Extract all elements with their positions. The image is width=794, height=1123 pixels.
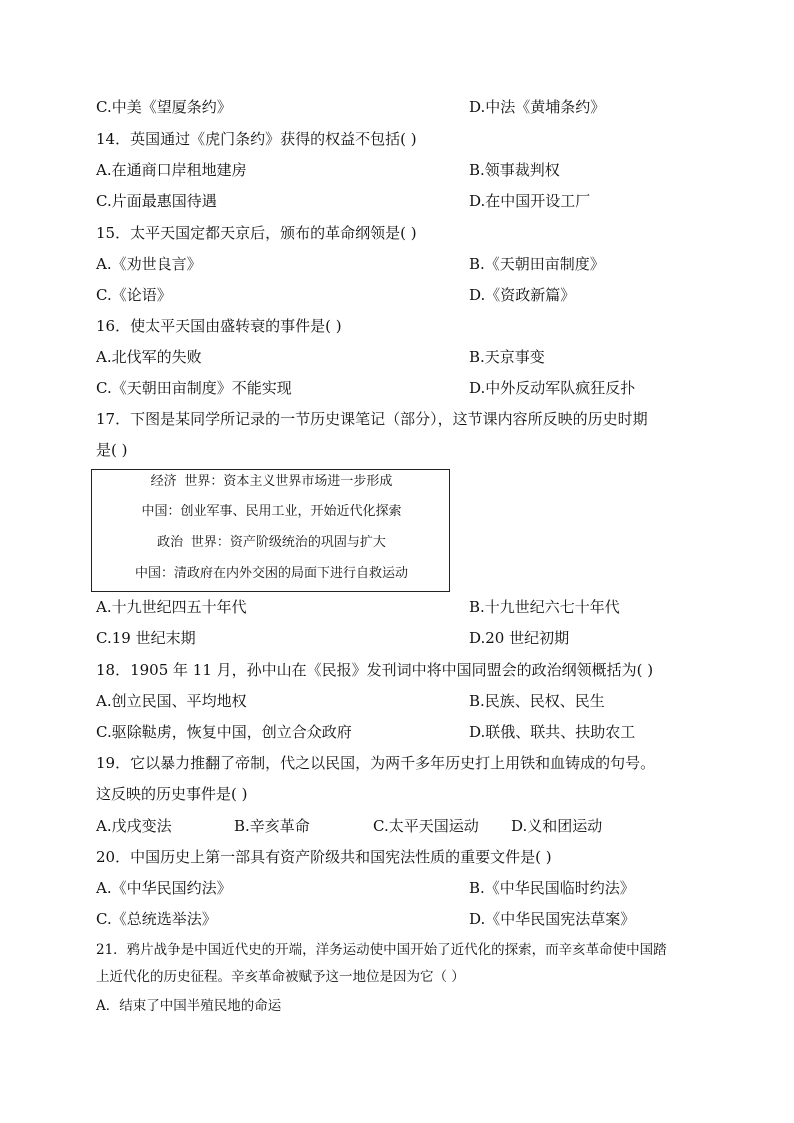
question-17: 17．下图是某同学所记录的一节历史课笔记（部分），这节课内容所反映的历史时期 — [96, 410, 648, 428]
option: C.中美《望厦条约》 — [96, 98, 232, 116]
option: D.在中国开设工厂 — [469, 192, 591, 210]
option-row — [96, 597, 620, 617]
question-19-cont: 这反映的历史事件是( ) — [96, 785, 248, 803]
option: B.辛亥革命 — [234, 817, 310, 835]
question-19: 19．它以暴力推翻了帝制，代之以民国，为两千多年历史打上用铁和血铸成的句号。 — [96, 754, 656, 772]
notes-line: 中国：清政府在内外交困的局面下进行自救运动 — [134, 566, 408, 581]
option: B.《天朝田亩制度》 — [469, 255, 605, 273]
question-18: 18．1905 年 11 月，孙中山在《民报》发刊词中将中国同盟会的政治纲领概括为( ) — [96, 661, 654, 679]
option: D.《资政新篇》 — [469, 286, 576, 304]
option: C.太平天国运动 — [373, 817, 479, 835]
notes-line: 经济 世界：资本主义世界市场进一步形成 — [150, 474, 393, 489]
option-row — [96, 347, 545, 367]
option: C.19 世纪末期 — [96, 629, 196, 647]
option: C.片面最惠国待遇 — [96, 192, 217, 210]
option-row — [96, 191, 591, 211]
option: D.义和团运动 — [511, 817, 603, 835]
option: A.《劝世良言》 — [96, 255, 202, 273]
option: A.《中华民国约法》 — [96, 879, 232, 897]
option-row — [96, 909, 636, 929]
option-row — [96, 628, 570, 648]
question-20: 20．中国历史上第一部具有资产阶级共和国宪法性质的重要文件是( ) — [96, 848, 552, 866]
notes-box — [91, 469, 450, 592]
question-21: 21．鸦片战争是中国近代史的开端，洋务运动使中国开始了近代化的探索，而辛亥革命使中国踏 — [96, 942, 667, 958]
option: C.《总统选举法》 — [96, 910, 217, 928]
option-row — [96, 285, 576, 305]
option: D.联俄、联共、扶助农工 — [469, 723, 636, 741]
question-17-cont: 是( ) — [96, 441, 128, 459]
option-row — [96, 378, 636, 398]
option: C.驱除鞑虏，恢复中国，创立合众政府 — [96, 723, 352, 741]
question-14: 14．英国通过《虎门条约》获得的权益不包括( ) — [96, 130, 417, 148]
option: B.领事裁判权 — [469, 161, 560, 179]
option: A.北伐军的失败 — [96, 348, 202, 366]
option: D.中法《黄埔条约》 — [469, 98, 606, 116]
option: C.《论语》 — [96, 286, 172, 304]
option-row — [96, 722, 636, 742]
notes-line: 中国：创业军事、民用工业，开始近代化探索 — [141, 504, 402, 519]
option-row — [96, 254, 605, 274]
option: A．结束了中国半殖民地的命运 — [96, 998, 282, 1014]
notes-line: 政治 世界：资产阶级统治的巩固与扩大 — [157, 535, 386, 550]
option: A.十九世纪四五十年代 — [96, 598, 247, 616]
question-16: 16．使太平天国由盛转衰的事件是( ) — [96, 317, 342, 335]
option: B.《中华民国临时约法》 — [469, 879, 635, 897]
option: D.《中华民国宪法草案》 — [469, 910, 636, 928]
option: D.中外反动军队疯狂反扑 — [469, 379, 636, 397]
option: A.在通商口岸租地建房 — [96, 161, 247, 179]
option-row — [96, 691, 605, 711]
option: B.天京事变 — [469, 348, 545, 366]
option: B.民族、民权、民生 — [469, 692, 605, 710]
option-row — [96, 878, 635, 898]
question-21-cont: 上近代化的历史征程。辛亥革命被赋予这一地位是因为它（ ） — [96, 969, 465, 985]
option: C.《天朝田亩制度》不能实现 — [96, 379, 292, 397]
option: A.戊戌变法 — [96, 817, 172, 835]
option: A.创立民国、平均地权 — [96, 692, 247, 710]
question-15: 15．太平天国定都天京后，颁布的革命纲领是( ) — [96, 224, 417, 242]
option: D.20 世纪初期 — [469, 629, 570, 647]
option-row — [96, 160, 560, 180]
option-row — [96, 97, 606, 117]
option: B.十九世纪六七十年代 — [469, 598, 620, 616]
